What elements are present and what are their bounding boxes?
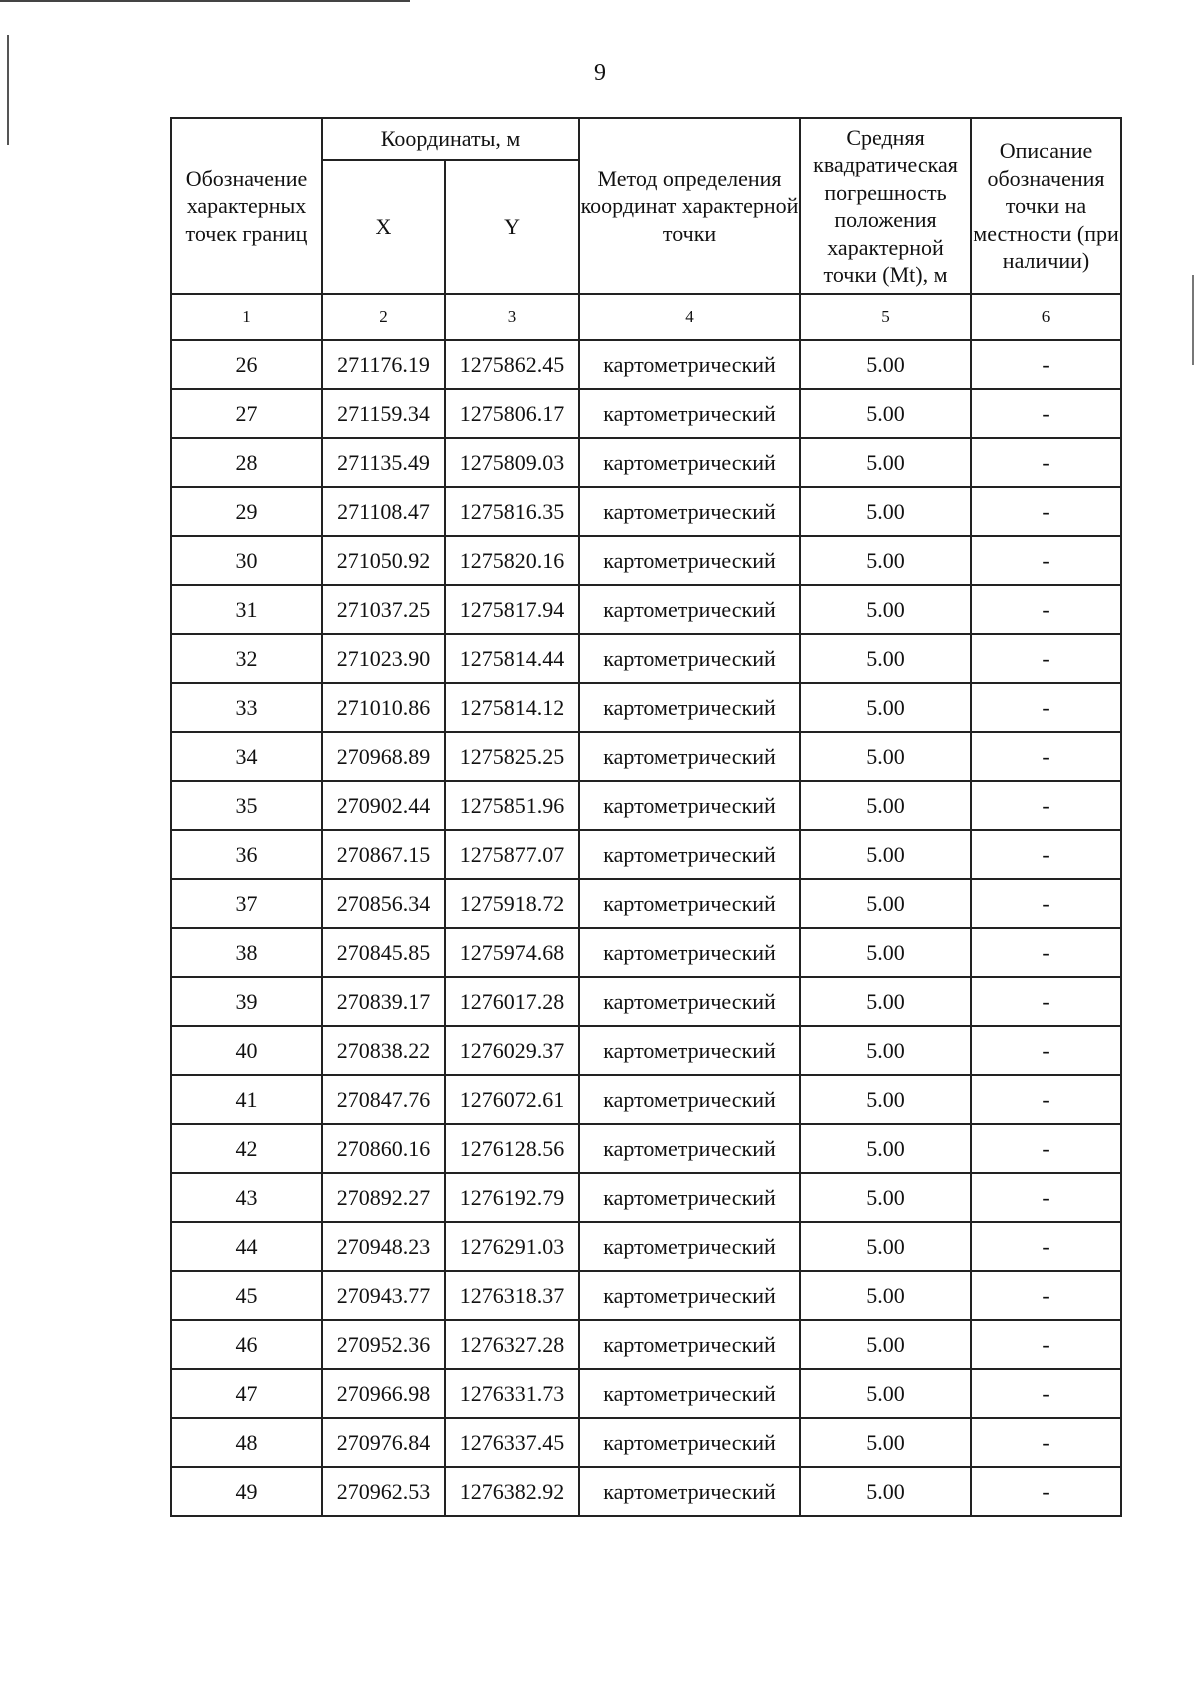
cell-method: картометрический bbox=[579, 732, 800, 781]
cell-x: 271010.86 bbox=[322, 683, 445, 732]
cell-error: 5.00 bbox=[800, 1075, 971, 1124]
table-row bbox=[171, 438, 1121, 487]
cell-y: 1276291.03 bbox=[445, 1222, 579, 1271]
cell-error: 5.00 bbox=[800, 1026, 971, 1075]
header-y: Y bbox=[445, 160, 579, 294]
cell-point: 33 bbox=[171, 683, 322, 732]
column-number: 2 bbox=[322, 294, 445, 340]
page-number: 9 bbox=[594, 60, 606, 86]
cell-x: 270839.17 bbox=[322, 977, 445, 1026]
cell-point: 49 bbox=[171, 1467, 322, 1516]
cell-x: 270847.76 bbox=[322, 1075, 445, 1124]
cell-error: 5.00 bbox=[800, 1467, 971, 1516]
cell-x: 270892.27 bbox=[322, 1173, 445, 1222]
cell-y: 1275806.17 bbox=[445, 389, 579, 438]
cell-y: 1275877.07 bbox=[445, 830, 579, 879]
cell-y: 1276327.28 bbox=[445, 1320, 579, 1369]
cell-y: 1275816.35 bbox=[445, 487, 579, 536]
cell-point: 28 bbox=[171, 438, 322, 487]
cell-method: картометрический bbox=[579, 830, 800, 879]
cell-x: 271050.92 bbox=[322, 536, 445, 585]
cell-method: картометрический bbox=[579, 1418, 800, 1467]
table-row bbox=[171, 1222, 1121, 1271]
cell-description: - bbox=[971, 585, 1121, 634]
cell-point: 29 bbox=[171, 487, 322, 536]
cell-x: 270976.84 bbox=[322, 1418, 445, 1467]
cell-point: 31 bbox=[171, 585, 322, 634]
cell-point: 42 bbox=[171, 1124, 322, 1173]
cell-y: 1275918.72 bbox=[445, 879, 579, 928]
header-method: Метод определения координат характерной точки bbox=[579, 118, 800, 294]
cell-method: картометрический bbox=[579, 1271, 800, 1320]
table-row bbox=[171, 879, 1121, 928]
table-row bbox=[171, 1418, 1121, 1467]
table-row bbox=[171, 634, 1121, 683]
cell-point: 38 bbox=[171, 928, 322, 977]
table-row bbox=[171, 389, 1121, 438]
cell-x: 270845.85 bbox=[322, 928, 445, 977]
cell-y: 1275817.94 bbox=[445, 585, 579, 634]
header-x: X bbox=[322, 160, 445, 294]
cell-error: 5.00 bbox=[800, 585, 971, 634]
cell-point: 47 bbox=[171, 1369, 322, 1418]
table-row bbox=[171, 536, 1121, 585]
header-coordinates: Координаты, м bbox=[322, 118, 579, 160]
cell-y: 1276331.73 bbox=[445, 1369, 579, 1418]
cell-y: 1276337.45 bbox=[445, 1418, 579, 1467]
cell-x: 270952.36 bbox=[322, 1320, 445, 1369]
cell-description: - bbox=[971, 1418, 1121, 1467]
cell-description: - bbox=[971, 1124, 1121, 1173]
table-row bbox=[171, 1173, 1121, 1222]
table-row bbox=[171, 1026, 1121, 1075]
cell-y: 1276318.37 bbox=[445, 1271, 579, 1320]
cell-description: - bbox=[971, 1222, 1121, 1271]
cell-y: 1275820.16 bbox=[445, 536, 579, 585]
cell-error: 5.00 bbox=[800, 977, 971, 1026]
cell-method: картометрический bbox=[579, 585, 800, 634]
cell-point: 41 bbox=[171, 1075, 322, 1124]
cell-method: картометрический bbox=[579, 683, 800, 732]
cell-point: 45 bbox=[171, 1271, 322, 1320]
cell-error: 5.00 bbox=[800, 732, 971, 781]
cell-error: 5.00 bbox=[800, 928, 971, 977]
cell-method: картометрический bbox=[579, 1222, 800, 1271]
cell-point: 30 bbox=[171, 536, 322, 585]
cell-point: 46 bbox=[171, 1320, 322, 1369]
cell-x: 271135.49 bbox=[322, 438, 445, 487]
scan-edge-line bbox=[7, 35, 9, 145]
cell-description: - bbox=[971, 487, 1121, 536]
cell-error: 5.00 bbox=[800, 1369, 971, 1418]
cell-point: 40 bbox=[171, 1026, 322, 1075]
cell-method: картометрический bbox=[579, 1124, 800, 1173]
cell-y: 1275851.96 bbox=[445, 781, 579, 830]
cell-error: 5.00 bbox=[800, 487, 971, 536]
cell-error: 5.00 bbox=[800, 1222, 971, 1271]
cell-description: - bbox=[971, 438, 1121, 487]
cell-x: 270860.16 bbox=[322, 1124, 445, 1173]
cell-method: картометрический bbox=[579, 928, 800, 977]
cell-point: 34 bbox=[171, 732, 322, 781]
cell-description: - bbox=[971, 928, 1121, 977]
cell-description: - bbox=[971, 340, 1121, 389]
table-row bbox=[171, 1271, 1121, 1320]
cell-description: - bbox=[971, 732, 1121, 781]
cell-point: 39 bbox=[171, 977, 322, 1026]
table-row bbox=[171, 1320, 1121, 1369]
cell-point: 26 bbox=[171, 340, 322, 389]
column-number: 6 bbox=[971, 294, 1121, 340]
cell-description: - bbox=[971, 1026, 1121, 1075]
cell-x: 270948.23 bbox=[322, 1222, 445, 1271]
cell-description: - bbox=[971, 634, 1121, 683]
cell-description: - bbox=[971, 879, 1121, 928]
cell-x: 270838.22 bbox=[322, 1026, 445, 1075]
cell-x: 271108.47 bbox=[322, 487, 445, 536]
cell-point: 37 bbox=[171, 879, 322, 928]
scan-edge-line bbox=[0, 0, 410, 2]
cell-method: картометрический bbox=[579, 389, 800, 438]
scan-edge-line bbox=[1192, 275, 1194, 365]
cell-description: - bbox=[971, 1075, 1121, 1124]
cell-y: 1276017.28 bbox=[445, 977, 579, 1026]
cell-x: 270966.98 bbox=[322, 1369, 445, 1418]
cell-method: картометрический bbox=[579, 487, 800, 536]
cell-y: 1275862.45 bbox=[445, 340, 579, 389]
cell-point: 48 bbox=[171, 1418, 322, 1467]
table-row bbox=[171, 1467, 1121, 1516]
cell-x: 271037.25 bbox=[322, 585, 445, 634]
cell-error: 5.00 bbox=[800, 438, 971, 487]
cell-error: 5.00 bbox=[800, 1418, 971, 1467]
cell-method: картометрический bbox=[579, 1369, 800, 1418]
table-row bbox=[171, 585, 1121, 634]
cell-point: 35 bbox=[171, 781, 322, 830]
cell-method: картометрический bbox=[579, 1026, 800, 1075]
cell-error: 5.00 bbox=[800, 781, 971, 830]
table-row bbox=[171, 830, 1121, 879]
cell-method: картометрический bbox=[579, 879, 800, 928]
column-number: 3 bbox=[445, 294, 579, 340]
table-row bbox=[171, 1075, 1121, 1124]
table-row bbox=[171, 487, 1121, 536]
cell-error: 5.00 bbox=[800, 340, 971, 389]
cell-y: 1276192.79 bbox=[445, 1173, 579, 1222]
cell-method: картометрический bbox=[579, 1467, 800, 1516]
cell-error: 5.00 bbox=[800, 1173, 971, 1222]
cell-y: 1275814.44 bbox=[445, 634, 579, 683]
cell-error: 5.00 bbox=[800, 389, 971, 438]
cell-point: 44 bbox=[171, 1222, 322, 1271]
cell-y: 1275974.68 bbox=[445, 928, 579, 977]
cell-y: 1276382.92 bbox=[445, 1467, 579, 1516]
boundary-points-table bbox=[170, 117, 1122, 1517]
cell-method: картометрический bbox=[579, 781, 800, 830]
header-description: Описание обозначения точки на местности (при наличии) bbox=[971, 118, 1121, 294]
cell-x: 271159.34 bbox=[322, 389, 445, 438]
cell-y: 1276029.37 bbox=[445, 1026, 579, 1075]
cell-description: - bbox=[971, 1173, 1121, 1222]
cell-description: - bbox=[971, 781, 1121, 830]
cell-x: 270943.77 bbox=[322, 1271, 445, 1320]
cell-y: 1275825.25 bbox=[445, 732, 579, 781]
cell-method: картометрический bbox=[579, 536, 800, 585]
cell-error: 5.00 bbox=[800, 1124, 971, 1173]
cell-point: 27 bbox=[171, 389, 322, 438]
table-row bbox=[171, 1124, 1121, 1173]
cell-error: 5.00 bbox=[800, 536, 971, 585]
cell-method: картометрический bbox=[579, 340, 800, 389]
cell-error: 5.00 bbox=[800, 1320, 971, 1369]
cell-description: - bbox=[971, 536, 1121, 585]
cell-point: 43 bbox=[171, 1173, 322, 1222]
cell-method: картометрический bbox=[579, 977, 800, 1026]
header-row bbox=[171, 118, 1121, 160]
column-number: 5 bbox=[800, 294, 971, 340]
cell-x: 270962.53 bbox=[322, 1467, 445, 1516]
cell-error: 5.00 bbox=[800, 683, 971, 732]
table-row bbox=[171, 928, 1121, 977]
cell-method: картометрический bbox=[579, 634, 800, 683]
cell-point: 36 bbox=[171, 830, 322, 879]
cell-point: 32 bbox=[171, 634, 322, 683]
table-row bbox=[171, 340, 1121, 389]
cell-description: - bbox=[971, 830, 1121, 879]
cell-method: картометрический bbox=[579, 1173, 800, 1222]
cell-y: 1276072.61 bbox=[445, 1075, 579, 1124]
cell-x: 271023.90 bbox=[322, 634, 445, 683]
cell-description: - bbox=[971, 1369, 1121, 1418]
cell-y: 1275809.03 bbox=[445, 438, 579, 487]
header-point: Обозначение характерных точек границ bbox=[171, 118, 322, 294]
table-row bbox=[171, 683, 1121, 732]
cell-x: 270902.44 bbox=[322, 781, 445, 830]
cell-error: 5.00 bbox=[800, 634, 971, 683]
header-error: Средняя квадратическая погрешность положения характерной точки (Mt), м bbox=[800, 118, 971, 294]
cell-x: 270867.15 bbox=[322, 830, 445, 879]
cell-error: 5.00 bbox=[800, 830, 971, 879]
cell-x: 270968.89 bbox=[322, 732, 445, 781]
table-row bbox=[171, 977, 1121, 1026]
cell-x: 271176.19 bbox=[322, 340, 445, 389]
column-number: 4 bbox=[579, 294, 800, 340]
cell-method: картометрический bbox=[579, 1075, 800, 1124]
column-number-row bbox=[171, 294, 1121, 340]
cell-description: - bbox=[971, 977, 1121, 1026]
cell-method: картометрический bbox=[579, 438, 800, 487]
cell-description: - bbox=[971, 389, 1121, 438]
table-row bbox=[171, 1369, 1121, 1418]
cell-description: - bbox=[971, 1320, 1121, 1369]
cell-error: 5.00 bbox=[800, 1271, 971, 1320]
cell-description: - bbox=[971, 1271, 1121, 1320]
cell-y: 1276128.56 bbox=[445, 1124, 579, 1173]
table-row bbox=[171, 732, 1121, 781]
cell-y: 1275814.12 bbox=[445, 683, 579, 732]
cell-x: 270856.34 bbox=[322, 879, 445, 928]
cell-error: 5.00 bbox=[800, 879, 971, 928]
cell-method: картометрический bbox=[579, 1320, 800, 1369]
cell-description: - bbox=[971, 683, 1121, 732]
column-number: 1 bbox=[171, 294, 322, 340]
table-row bbox=[171, 781, 1121, 830]
cell-description: - bbox=[971, 1467, 1121, 1516]
